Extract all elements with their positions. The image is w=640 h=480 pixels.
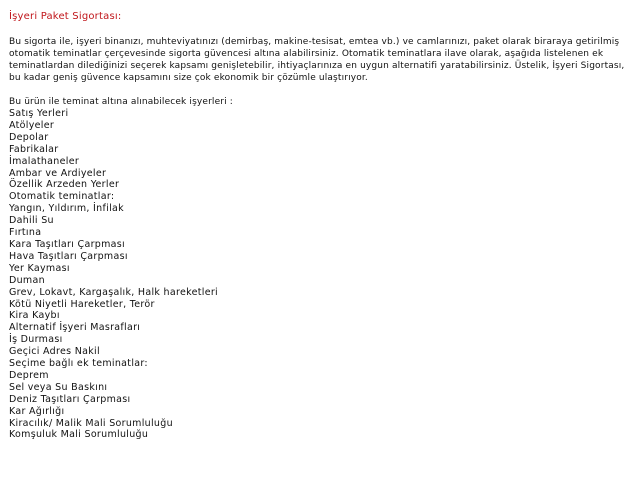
list-item: Kara Taşıtları Çarpması: [9, 238, 125, 250]
list-item: Ambar ve Ardiyeler: [9, 167, 107, 179]
list-item: Deprem: [9, 369, 49, 381]
list-item: Duman: [9, 274, 45, 286]
list-item: Yangın, Yıldırım, İnfilak: [9, 203, 124, 215]
list-item: Deniz Taşıtları Çarpması: [9, 393, 131, 405]
list-item: Dahili Su: [9, 215, 54, 227]
list-item: Geçici Adres Nakil: [9, 346, 100, 358]
list-item: Özellik Arzeden Yerler: [9, 179, 120, 191]
list-item: İş Durması: [9, 334, 63, 346]
page-title: İşyeri Paket Sigortası:: [9, 11, 122, 22]
list-item: Fabrikalar: [9, 143, 59, 155]
list-item: Alternatif İşyeri Masrafları: [9, 322, 141, 334]
list-item: Kötü Niyetli Hareketler, Terör: [9, 298, 155, 310]
list-item: Kira Kaybı: [9, 310, 60, 322]
document-page: [9, 10, 631, 441]
list-item: Seçime bağlı ek teminatlar:: [9, 358, 148, 370]
list-item: Atölyeler: [9, 119, 55, 131]
list-item: Hava Taşıtları Çarpması: [9, 250, 128, 262]
list-item: Kiracılık/ Malik Mali Sorumluluğu: [9, 417, 173, 429]
list-item: Sel veya Su Baskını: [9, 381, 108, 393]
list-item: İmalathaneler: [9, 155, 80, 167]
coverage-list: [9, 108, 631, 441]
intro-paragraph: Bu sigorta ile, işyeri binanızı, muhteviyatınızı (demirbaş, makine-tesisat, emtea vb.) ve camlarınızı, paket olarak biraraya getirilmiş otomatik teminatlar çerçevesinde sigorta güvencesi altına alabilirsiniz. Otomatik teminatlara ilave olarak, aşağıda listelenen ek teminatlardan dilediğinizi seçerek kapsamı genişletebilir, ihtiyaçlarınıza en uygun alternatifi yaratabilirsiniz. Üstelik, İşyeri Sigortası, bu kadar geniş güvence kapsamını size çok ekonomik bir çözümle ulaştırıyor.: [9, 37, 625, 83]
list-item: Otomatik teminatlar:: [9, 191, 115, 203]
list-item: Yer Kayması: [9, 262, 70, 274]
list-item: Grev, Lokavt, Kargaşalık, Halk hareketleri: [9, 286, 218, 298]
list-item: Kar Ağırlığı: [9, 405, 65, 417]
list-item: Komşuluk Mali Sorumluluğu: [9, 429, 149, 441]
list-item: Depolar: [9, 131, 49, 143]
list-item: Fırtına: [9, 227, 42, 239]
list-lead-text: Bu ürün ile teminat altına alınabilecek işyerleri :: [9, 97, 233, 107]
list-item: Satış Yerleri: [9, 108, 69, 119]
